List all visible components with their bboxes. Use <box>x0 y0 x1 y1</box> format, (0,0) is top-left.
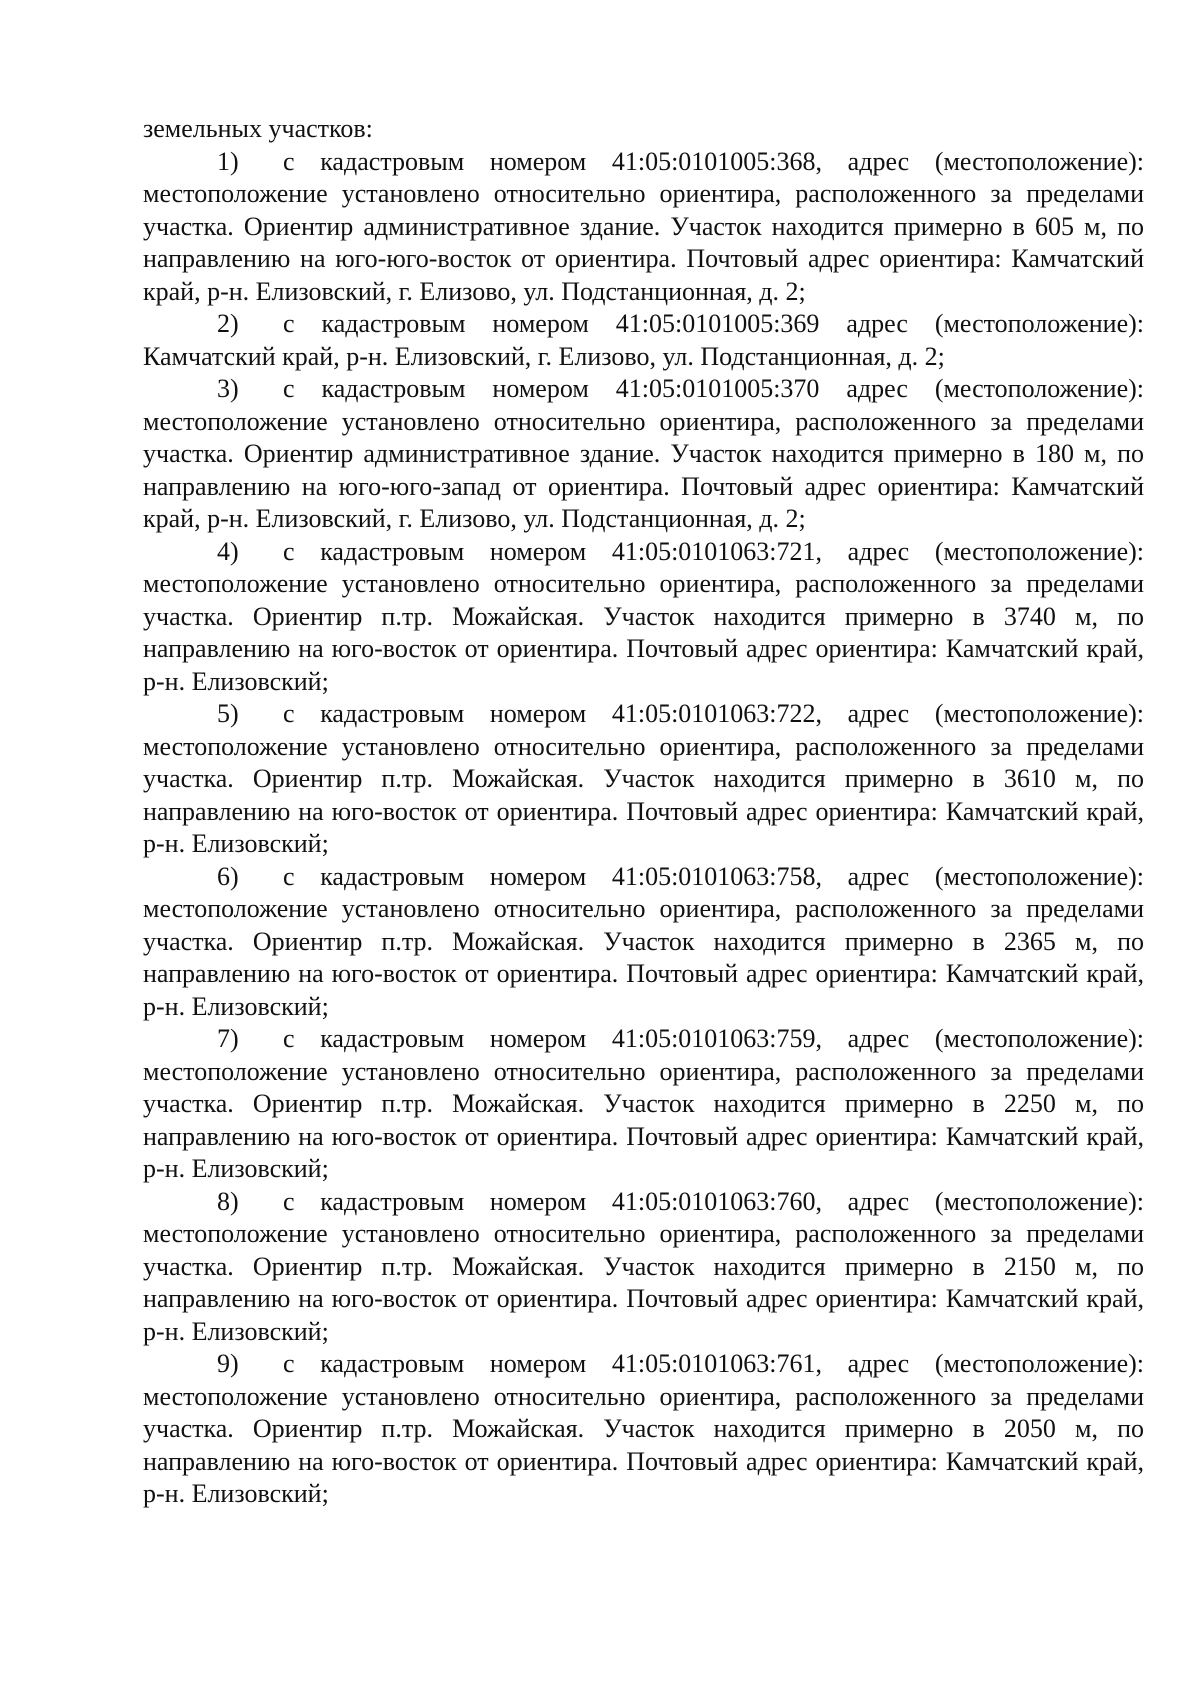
item-number: 5) <box>217 699 239 728</box>
item-number: 7) <box>217 1024 239 1053</box>
list-item <box>143 1023 1144 1186</box>
item-text: с кадастровым номером 41:05:0101063:761, адрес (местоположение): местоположение установлено относительно ориентира, расположенного за пределами участка. Ориентир п.тр. Можайская. Участок находится примерно в 2050 м, по направлению на юго-восток от ориентира. Почтовый адрес ориентира: Камчатский край, р-н. Елизовский; <box>143 1349 1144 1508</box>
list-item <box>143 1186 1144 1349</box>
list-item <box>143 861 1144 1024</box>
item-number: 3) <box>217 374 239 403</box>
item-text: с кадастровым номером 41:05:0101063:759, адрес (местоположение): местоположение установлено относительно ориентира, расположенного за пределами участка. Ориентир п.тр. Можайская. Участок находится примерно в 2250 м, по направлению на юго-восток от ориентира. Почтовый адрес ориентира: Камчатский край, р-н. Елизовский; <box>143 1024 1144 1183</box>
item-number: 6) <box>217 861 239 891</box>
item-number: 4) <box>217 536 239 566</box>
list-item <box>143 698 1144 861</box>
document-body <box>143 113 1144 1511</box>
item-text: с кадастровым номером 41:05:0101005:368, адрес (местоположение): местоположение установлено относительно ориентира, расположенного за пределами участка. Ориентир административное здание. Участок находится примерно в 605 м, по направлению на юго-юго-восток от ориентира. Почтовый адрес ориентира: Камчатский край, р-н. Елизовский, г. Елизово, ул. Подстанционная, д. 2; <box>143 146 1144 306</box>
list-item <box>143 146 1144 309</box>
item-number: 9) <box>217 1349 239 1378</box>
item-number: 8) <box>217 1186 239 1216</box>
list-item <box>143 308 1144 373</box>
item-text: с кадастровым номером 41:05:0101063:758, адрес (местоположение): местоположение установлено относительно ориентира, расположенного за пределами участка. Ориентир п.тр. Можайская. Участок находится примерно в 2365 м, по направлению на юго-восток от ориентира. Почтовый адрес ориентира: Камчатский край, р-н. Елизовский; <box>143 861 1144 1021</box>
list-item <box>143 536 1144 699</box>
list-item <box>143 373 1144 536</box>
item-text: с кадастровым номером 41:05:0101063:722, адрес (местоположение): местоположение установлено относительно ориентира, расположенного за пределами участка. Ориентир п.тр. Можайская. Участок находится примерно в 3610 м, по направлению на юго-восток от ориентира. Почтовый адрес ориентира: Камчатский край, р-н. Елизовский; <box>143 699 1144 858</box>
item-number: 2) <box>217 309 239 338</box>
item-text: с кадастровым номером 41:05:0101063:721, адрес (местоположение): местоположение установлено относительно ориентира, расположенного за пределами участка. Ориентир п.тр. Можайская. Участок находится примерно в 3740 м, по направлению на юго-восток от ориентира. Почтовый адрес ориентира: Камчатский край, р-н. Елизовский; <box>143 536 1144 696</box>
item-text: с кадастровым номером 41:05:0101005:370 адрес (местоположение): местоположение установлено относительно ориентира, расположенного за пределами участка. Ориентир административное здание. Участок находится примерно в 180 м, по направлению на юго-юго-запад от ориентира. Почтовый адрес ориентира: Камчатский край, р-н. Елизовский, г. Елизово, ул. Подстанционная, д. 2; <box>143 374 1144 533</box>
item-number: 1) <box>217 146 239 176</box>
item-text: с кадастровым номером 41:05:0101005:369 адрес (местоположение): Камчатский край, р-н. Елизовский, г. Елизово, ул. Подстанционная, д. 2; <box>143 309 1144 371</box>
list-item <box>143 1348 1144 1511</box>
item-text: с кадастровым номером 41:05:0101063:760, адрес (местоположение): местоположение установлено относительно ориентира, расположенного за пределами участка. Ориентир п.тр. Можайская. Участок находится примерно в 2150 м, по направлению на юго-восток от ориентира. Почтовый адрес ориентира: Камчатский край, р-н. Елизовский; <box>143 1186 1144 1346</box>
intro-line: земельных участков: <box>143 114 373 143</box>
